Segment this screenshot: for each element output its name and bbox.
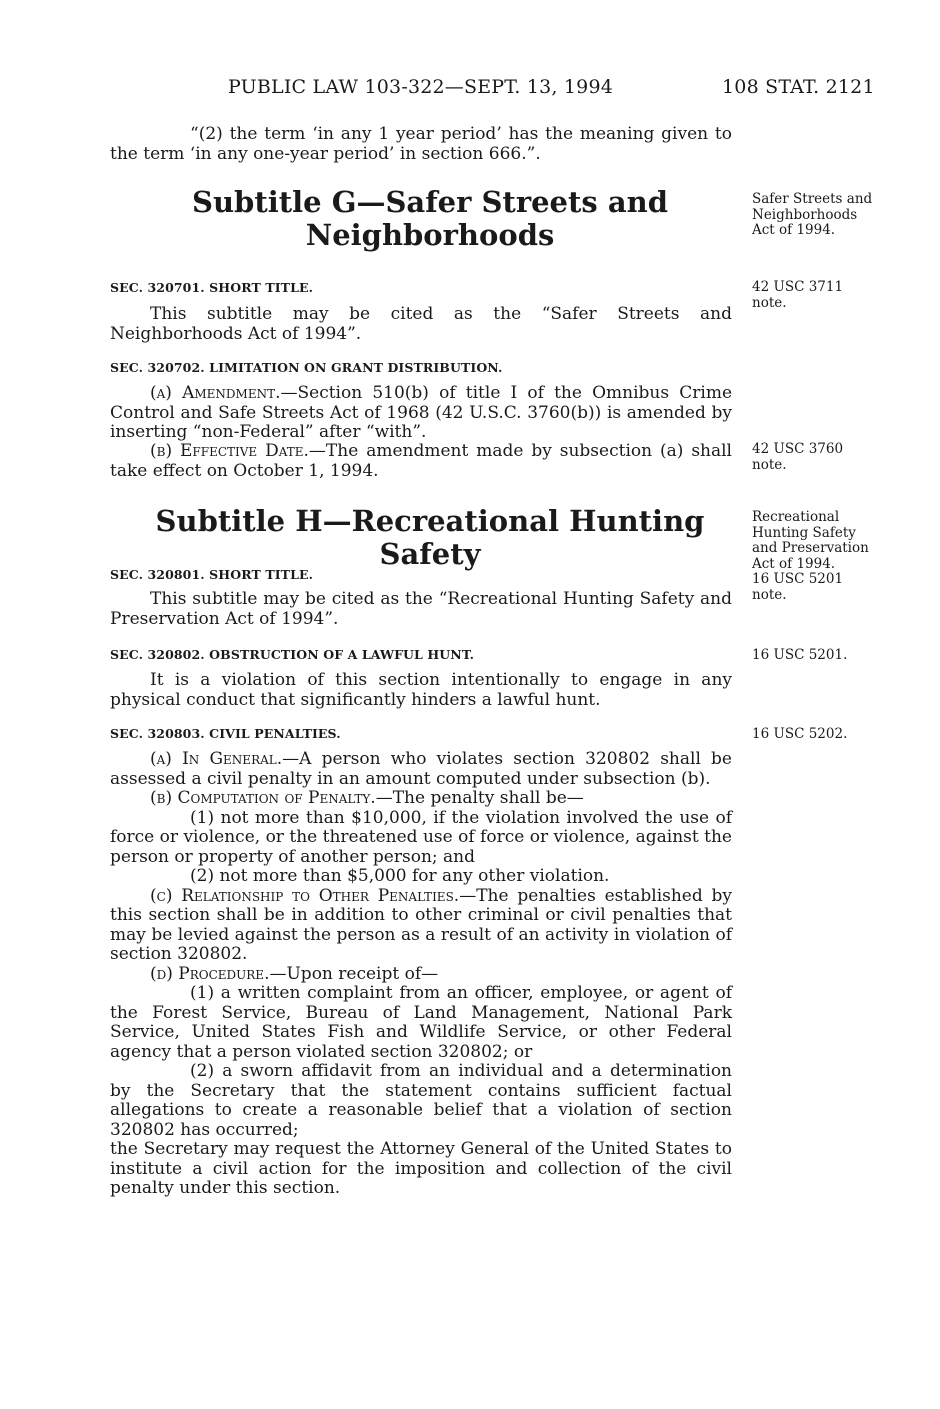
subtitle-g-heading xyxy=(150,186,710,252)
sec-320802-text: It is a violation of this section intentionally to engage in any physical conduct that significantly hinders a lawful hunt. xyxy=(110,670,732,710)
sec-320803-a-label: (a) In General. xyxy=(150,749,283,769)
sec-320803-c-text: —The penalties established by this section shall be in addition to other criminal or civil penalties that may be levied against the person as a result of an activity in violation of section 320802. xyxy=(110,885,733,964)
sec-320702-b-label: (b) Effective Date. xyxy=(150,441,309,461)
subtitle-g-heading-line2: Neighborhoods xyxy=(305,218,555,252)
sec-320702-b xyxy=(110,442,732,481)
margin-note-safer-streets: Safer Streets and Neighborhoods Act of 1994. xyxy=(752,191,873,238)
sec-320801-heading: SEC. 320801. SHORT TITLE. xyxy=(110,567,314,582)
sec-320803-b-text: —The penalty shall be— xyxy=(375,788,584,808)
sec-320803-closing: the Secretary may request the Attorney General of the United States to institute a civil action for the imposition and collection of the civil penalty under this section. xyxy=(110,1139,732,1198)
margin-note-16-usc-5201-note: 16 USC 5201 note. xyxy=(752,571,844,603)
sec-320803-d-text: —Upon receipt of— xyxy=(269,963,439,984)
margin-note-recreational-hunting-text: Recreational Hunting Safety and Preservation Act of 1994. xyxy=(752,509,869,572)
sec-320803-b xyxy=(110,789,732,809)
sec-320702-heading: SEC. 320702. LIMITATION ON GRANT DISTRIBUTION. xyxy=(110,360,503,375)
sec-320803-heading: SEC. 320803. CIVIL PENALTIES. xyxy=(110,726,341,741)
sec-320701-heading: SEC. 320701. SHORT TITLE. xyxy=(110,280,314,295)
subtitle-h-heading: Subtitle H—Recreational Hunting Safety xyxy=(155,504,705,571)
subtitle-g-heading-line1: Subtitle G—Safer Streets and xyxy=(192,185,668,219)
sec-320702-a xyxy=(110,384,732,443)
sec-320803-c-label: (c) Relationship to Other Penalties. xyxy=(150,885,460,906)
sec-320803-b1: (1) not more than $10,000, if the violation involved the use of force or violence, or the threatened use of force or violence, against the person or property of another person; and xyxy=(110,807,732,867)
margin-note-42-usc-3760: 42 USC 3760 note. xyxy=(752,441,844,473)
sec-320801-text: This subtitle may be cited as the “Recreational Hunting Safety and Preservation Act of 1994”. xyxy=(110,589,732,629)
sec-320803-d xyxy=(110,965,732,985)
sec-320803-d-label: (d) Procedure. xyxy=(150,963,270,984)
continuation-paragraph xyxy=(110,125,732,164)
sec-320701-text: This subtitle may be cited as the “Safer Streets and Neighborhoods Act of 1994”. xyxy=(110,304,732,344)
sec-320803-c xyxy=(110,887,732,965)
margin-note-16-usc-5201: 16 USC 5201. xyxy=(752,647,848,663)
continuation-text: “(2) the term ‘in any 1 year period’ has the meaning given to the term ‘in any one-year period’ in section 666.”. xyxy=(110,124,732,164)
sec-320803-b2: (2) not more than $5,000 for any other violation. xyxy=(190,866,610,886)
sec-320802-heading: SEC. 320802. OBSTRUCTION OF A LAWFUL HUNT. xyxy=(110,647,475,662)
sec-320702-a-text: —Section 510(b) of title I of the Omnibus Crime Control and Safe Streets Act of 1968 (42 U.S.C. 3760(b)) is amended by inserting “non-Federal” after “with”. xyxy=(110,383,733,442)
sec-320702-a-label: (a) Amendment. xyxy=(150,383,281,403)
sec-320702-b-text: —The amendment made by subsection (a) shall take effect on October 1, 1994. xyxy=(110,441,732,481)
sec-320803-b-label: (b) Computation of Penalty. xyxy=(150,788,376,808)
sec-320803-d2: (2) a sworn affidavit from an individual and a determination by the Secretary that the statement contains sufficient factual allegations to create a reasonable belief that a violation of section 320802 has occurred; xyxy=(110,1061,732,1140)
running-header-title: PUBLIC LAW 103-322—SEPT. 13, 1994 xyxy=(228,76,614,98)
running-header-stat: 108 STAT. 2121 xyxy=(722,76,875,98)
sec-320803-d1: (1) a written complaint from an officer, employee, or agent of the Forest Service, Bureau of Land Management, National Park Service, United States Fish and Wildlife Service, or other Federal agency that a person violated section 320802; or xyxy=(110,983,732,1062)
margin-note-recreational-hunting xyxy=(752,510,882,603)
margin-note-42-usc-3711: 42 USC 3711 note. xyxy=(752,279,844,311)
sec-320803-a-text: —A person who violates section 320802 shall be assessed a civil penalty in an amount computed under subsection (b). xyxy=(110,749,732,789)
sec-320803-a xyxy=(110,750,732,789)
sec-320803-body xyxy=(110,750,732,1199)
margin-note-16-usc-5202: 16 USC 5202. xyxy=(752,726,848,742)
